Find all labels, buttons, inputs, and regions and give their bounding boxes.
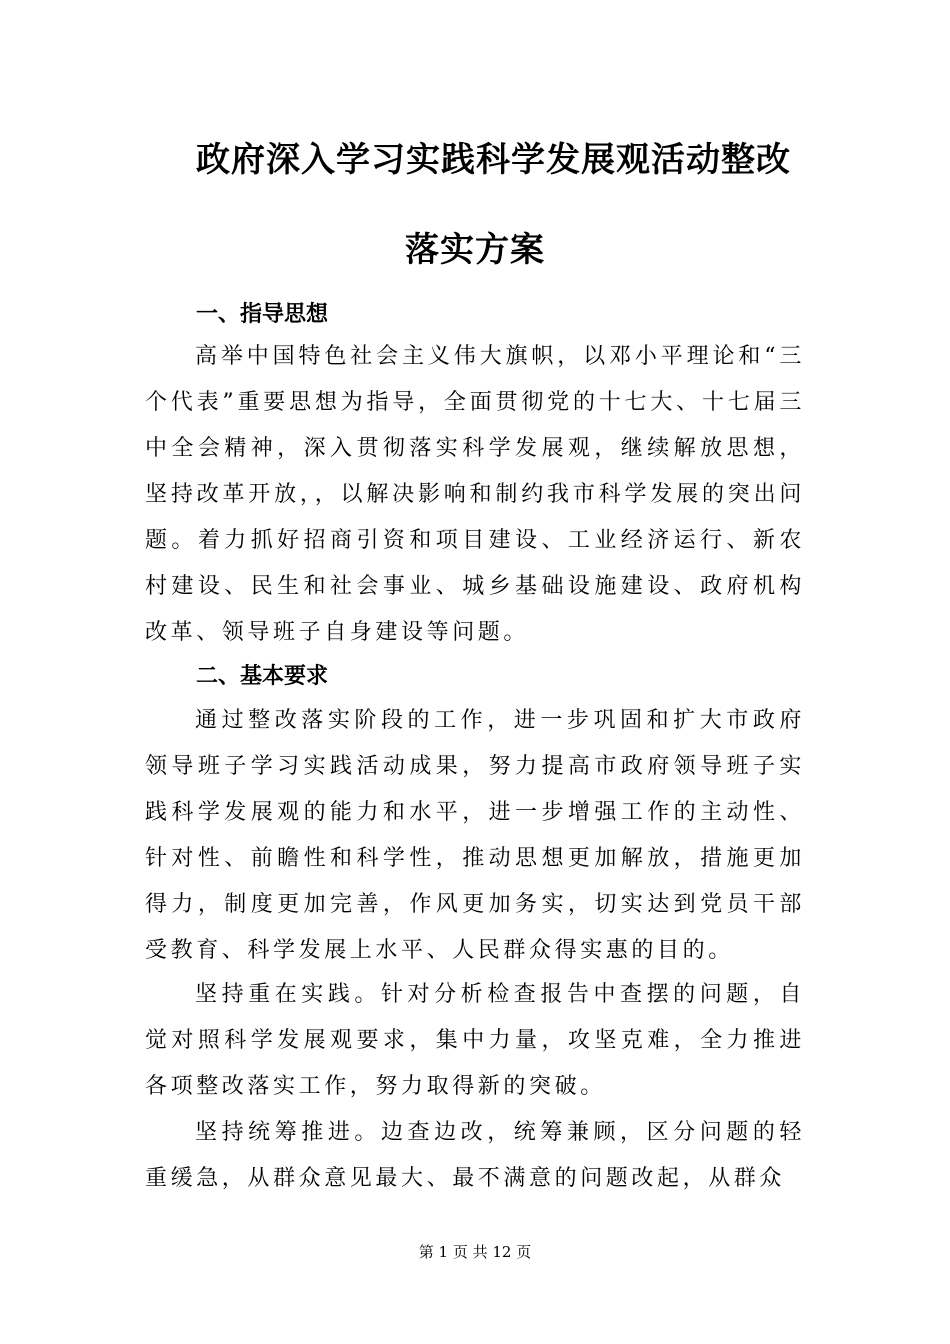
section-heading-basic-requirements: 二、基本要求 (196, 664, 329, 689)
document-title-line1: 政府深入学习实践科学发展观活动整改 (196, 140, 791, 180)
document-title-line2: 落实方案 (405, 230, 545, 270)
paragraph-practice-focus: 坚持重在实践。针对分析检查报告中查摆的问题，自觉对照科学发展观要求，集中力量，攻坚克难，全力推进各项整改落实工作，努力取得新的突破。 (145, 982, 805, 1099)
paragraph-guiding-ideology: 高举中国特色社会主义伟大旗帜，以邓小平理论和“三个代表”重要思想为指导，全面贯彻党的十七大、十七届三中全会精神，深入贯彻落实科学发展观，继续解放思想，坚持改革开放，，以解决影响和制约我市科学发展的突出问题。着力抓好招商引资和项目建设、工业经济运行、新农村建设、民生和社会事业、城乡基础设施建设、政府机构改革、领导班子自身建设等问题。 (145, 344, 805, 645)
paragraph-basic-requirements: 通过整改落实阶段的工作，进一步巩固和扩大市政府领导班子学习实践活动成果，努力提高市政府领导班子实践科学发展观的能力和水平，进一步增强工作的主动性、针对性、前瞻性和科学性，推动思想更加解放，措施更加得力，制度更加完善，作风更加务实，切实达到党员干部受教育、科学发展上水平、人民群众得实惠的目的。 (145, 708, 805, 963)
page-footer: 第 1 页 共 12 页 (418, 1243, 532, 1261)
paragraph-overall-planning: 坚持统筹推进。边查边改，统筹兼顾，区分问题的轻重缓急，从群众意见最大、最不满意的问题改起，从群众 (145, 1120, 805, 1191)
section-heading-guiding-ideology: 一、指导思想 (196, 302, 329, 327)
